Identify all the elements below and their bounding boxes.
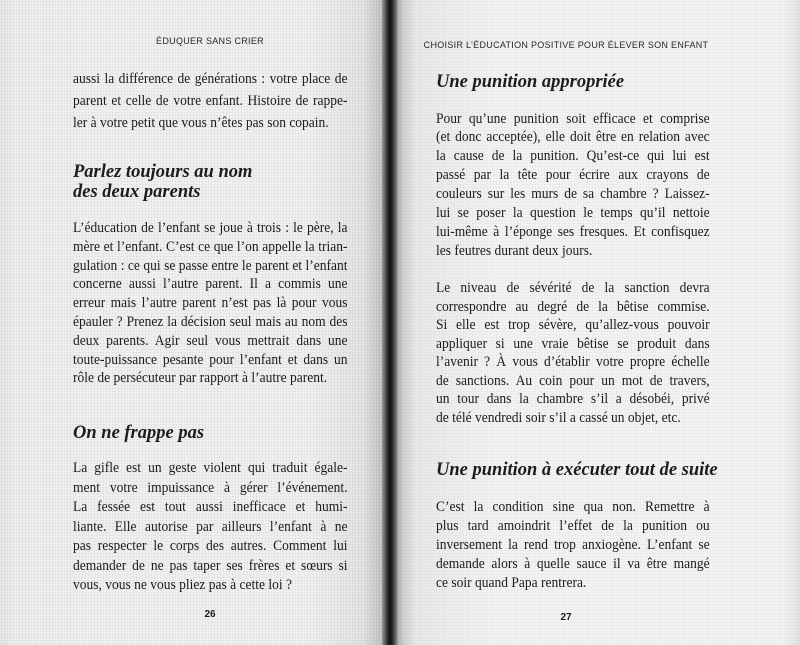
text-line: (et donc acceptée), elle doit être en relation avec: [436, 129, 710, 146]
section-heading: [73, 162, 252, 202]
text-line: demande alors à quelle sauce il va être mangé: [436, 555, 710, 572]
paragraph: [73, 219, 348, 388]
heading-line: On ne frappe pas: [73, 423, 205, 443]
paragraph: [436, 110, 710, 261]
text-line: un tour dans la chambre s’il a désobéi, privé: [436, 391, 710, 407]
text-line: Le niveau de sévérité de la sanction devra: [436, 280, 710, 296]
section-heading: [436, 72, 624, 92]
text-line: deux parents. Agir seul vous mettrait dans une: [73, 332, 348, 349]
text-line: Si elle est trop sévère, qu’allez-vous pouvoir: [436, 317, 710, 333]
text-line: la cause de la punition. Qu’est-ce qui lui est: [436, 148, 710, 165]
text-line: passé par la tête pour écrire aux crayons de: [436, 167, 710, 184]
section-heading: [73, 423, 204, 443]
text-line: aussi la différence de générations : votre place de: [73, 71, 348, 87]
text-line: ler à votre petit que vous n’êtes pas son copain.: [73, 115, 329, 131]
text-line: gulation : ce qui se passe entre le parent et l’enfant: [73, 257, 348, 274]
paragraph: [436, 498, 710, 593]
running-head: CHOISIR L’ÉDUCATION POSITIVE POUR ÉLEVER SON ENFANT: [423, 40, 709, 50]
right-page: [396, 0, 800, 645]
text-line: de télé vendredi soir s’il a cassé un objet, etc.: [436, 409, 681, 426]
text-line: toute-puissance pesante pour l’enfant et dans un: [73, 351, 348, 368]
running-head: ÉDUQUER SANS CRIER: [156, 36, 264, 46]
text-line: lui se poser la question le temps qu’il nettoie: [436, 205, 710, 222]
book-gutter: [382, 0, 398, 645]
text-line: mère et l’enfant. C’est ce que l’on appelle la trian-: [73, 238, 348, 255]
text-line: concerne aussi l’autre parent. Il a commis une: [73, 276, 348, 293]
text-line: C’est la condition sine qua non. Remettre à: [436, 498, 710, 515]
text-line: correspondre au degré de la bêtise commise.: [436, 298, 710, 315]
page-number: 27: [560, 612, 572, 623]
text-line: liante. Elle autorise par ailleurs l’enfant à ne: [73, 518, 348, 535]
text-line: les feutres durant deux jours.: [436, 242, 593, 259]
text-line: parent et celle de votre enfant. Histoire de rappe-: [73, 93, 348, 109]
text-line: épauler ? Prenez la décision seul mais au nom des: [73, 313, 348, 330]
text-line: l’avenir ? À vous d’établir votre propre échelle: [436, 354, 710, 370]
text-line: ce soir quand Papa rentrera.: [436, 574, 587, 591]
text-line: erreur mais l’autre parent n’est pas là pour vous: [73, 295, 348, 312]
heading-line: Une punition à exécuter tout de suite: [436, 460, 718, 480]
paragraph: [73, 459, 348, 596]
text-line: couleurs sur les murs de sa chambre ? Laissez-: [436, 186, 710, 203]
text-line: inversement la rend trop anxiogène. L’enfant se: [436, 536, 710, 553]
text-line: La gifle est un geste violent qui traduit égale-: [73, 460, 348, 476]
section-heading: [436, 460, 718, 480]
paragraph: [436, 279, 710, 427]
text-line: appliquer si une vraie bêtise se produit dans: [436, 335, 710, 352]
text-line: L’éducation de l’enfant se joue à trois : le père, la: [73, 220, 348, 236]
text-line: de sanctions. Au coin pour un mot de travers,: [436, 372, 710, 389]
page-number: 26: [204, 609, 216, 620]
left-page: [0, 0, 386, 645]
text-line: pas respecter le corps des autres. Comment lui: [73, 538, 348, 554]
heading-line: Parlez toujours au nom: [73, 162, 253, 182]
text-line: La fessée est tout aussi inefficace et humi-: [73, 499, 348, 515]
heading-line: des deux parents: [73, 182, 201, 202]
text-line: lui-même à l’éponge ses fresques. Et confisquez: [436, 223, 710, 240]
paragraph: [73, 68, 348, 134]
text-line: Pour qu’une punition soit efficace et comprise: [436, 110, 710, 127]
text-line: plus tard amoindrit l’effet de la punition ou: [436, 517, 710, 534]
text-line: rôle de persécuteur par rapport à l’autre parent.: [73, 370, 328, 387]
text-line: demander de ne pas taper ses frères et sœurs si: [73, 557, 348, 574]
text-line: vous, vous ne vous pliez pas à cette loi ?: [73, 577, 292, 593]
text-line: ment votre impuissance à gérer l’événement.: [73, 479, 348, 496]
heading-line: Une punition appropriée: [436, 72, 625, 92]
